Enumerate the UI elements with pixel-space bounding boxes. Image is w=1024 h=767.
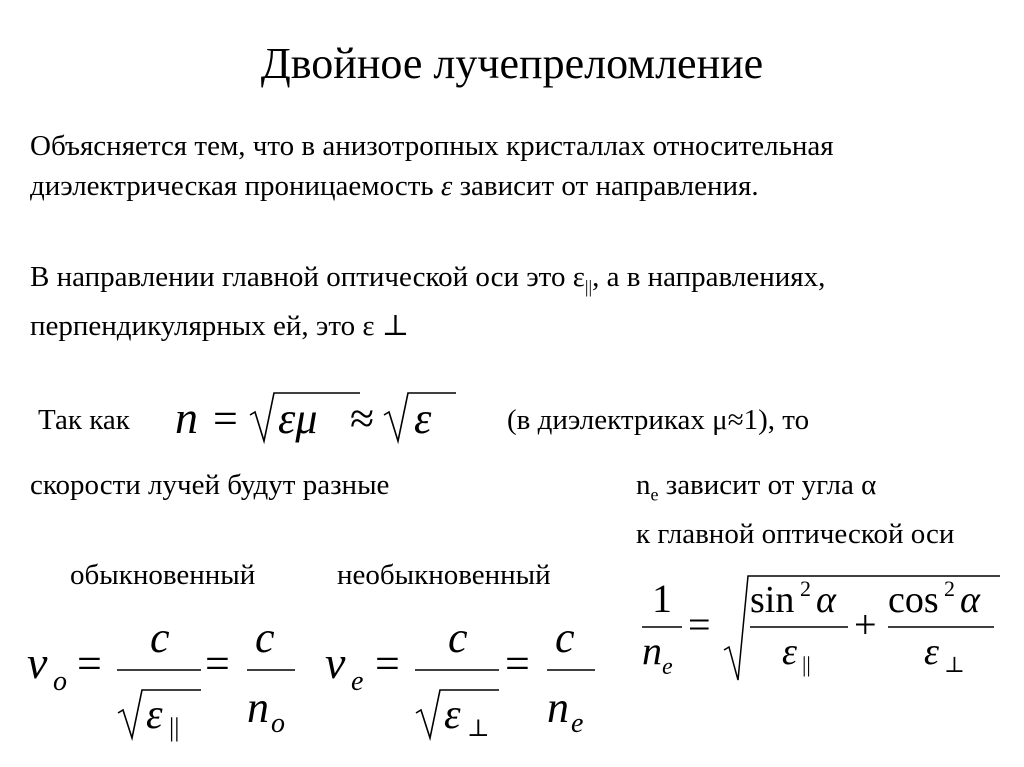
ne-sin-power: 2 xyxy=(800,576,811,601)
ne-dependence-line2: к главной оптической оси xyxy=(636,518,955,551)
vo-c-numerator: c xyxy=(150,613,170,662)
ve-eps: ε xyxy=(444,692,461,738)
ve-c-numerator: c xyxy=(448,613,468,662)
label-ordinary: обыкновенный xyxy=(70,559,256,591)
paragraph-main-axis-line1 xyxy=(30,257,825,306)
formula-approx: ≈ xyxy=(350,394,375,443)
paragraph-anisotropy xyxy=(30,126,834,206)
formula-eps-mu: εμ xyxy=(278,394,318,443)
ne-dependence-rest: зависит от угла α xyxy=(658,469,877,501)
vo-n-subscript: o xyxy=(271,708,285,739)
vo-subscript: o xyxy=(53,666,67,697)
ne-symbol: n xyxy=(636,469,651,501)
paragraph-anisotropy-line1: Объясняется тем, что в анизотропных кристаллах относительная xyxy=(30,130,834,162)
perpendicular-text: перпендикулярных ей, это ε xyxy=(30,310,382,343)
vo-equals-2: = xyxy=(205,639,230,688)
ne-subscript: e xyxy=(650,484,659,505)
dielectric-note: (в диэлектриках μ≈1), то xyxy=(507,404,810,436)
ve-v: v xyxy=(325,637,346,688)
ve-subscript: e xyxy=(351,666,364,697)
paragraph-main-axis-line2 xyxy=(30,306,825,346)
vo-c-numerator-2: c xyxy=(255,613,275,662)
parallel-subscript: || xyxy=(584,276,593,297)
ne-n: n xyxy=(642,628,662,673)
speeds-text: скорости лучей будут разные xyxy=(30,469,390,501)
since-label: Так как xyxy=(38,404,130,436)
ve-eps-subscript: ⊥ xyxy=(467,716,490,742)
ne-eps-perp: ε xyxy=(924,631,939,673)
formula-n: n xyxy=(175,392,198,443)
formula-ne xyxy=(632,570,1012,690)
slide-title: Двойное лучепреломление xyxy=(260,39,764,88)
label-extraordinary: необыкновенный xyxy=(337,559,551,591)
ne-eps-par-subscript: || xyxy=(802,652,811,677)
ne-cos-power: 2 xyxy=(944,576,955,601)
ne-equals: = xyxy=(688,602,711,647)
ve-n: n xyxy=(547,683,569,732)
ne-plus: + xyxy=(854,602,877,647)
ne-eps-par: ε xyxy=(782,631,797,673)
formula-v-ordinary xyxy=(15,610,315,750)
vo-equals: = xyxy=(77,639,102,688)
ne-dependence-text xyxy=(636,465,954,554)
line2-start-text: диэлектрическая проницаемость xyxy=(30,170,441,202)
ne-dependence-line1 xyxy=(636,465,954,514)
vo-eps: ε xyxy=(146,692,163,738)
line2-end-text: зависит от направления. xyxy=(452,170,759,202)
paragraph-main-axis xyxy=(30,257,825,346)
perpendicular-symbol: ⊥ xyxy=(381,310,410,343)
ne-alpha-1: α xyxy=(816,579,836,621)
paragraph-anisotropy-line2 xyxy=(30,166,834,206)
formula-eps: ε xyxy=(414,394,432,443)
vo-n: n xyxy=(247,683,269,732)
ve-n-subscript: e xyxy=(571,708,584,739)
ve-c-numerator-2: c xyxy=(555,613,575,662)
ne-cos: cos xyxy=(888,579,939,621)
main-axis-text: В направлении главной оптической оси это ε xyxy=(30,261,585,293)
ve-equals: = xyxy=(375,639,400,688)
ve-equals-2: = xyxy=(505,639,530,688)
ne-alpha-2: α xyxy=(960,579,980,621)
epsilon-symbol: ε xyxy=(440,170,453,202)
formula-equals: = xyxy=(213,394,238,443)
formula-n-sqrt xyxy=(170,385,460,455)
ne-eps-perp-subscript: ⊥ xyxy=(944,652,965,677)
ne-sin: sin xyxy=(750,579,795,621)
vo-eps-subscript: || xyxy=(169,713,180,742)
vo-v: v xyxy=(27,637,48,688)
ne-one: 1 xyxy=(652,576,672,621)
main-axis-end-text: , а в направлениях, xyxy=(592,261,826,293)
ne-n-subscript: e xyxy=(662,654,673,680)
formula-v-extraordinary xyxy=(315,610,615,750)
